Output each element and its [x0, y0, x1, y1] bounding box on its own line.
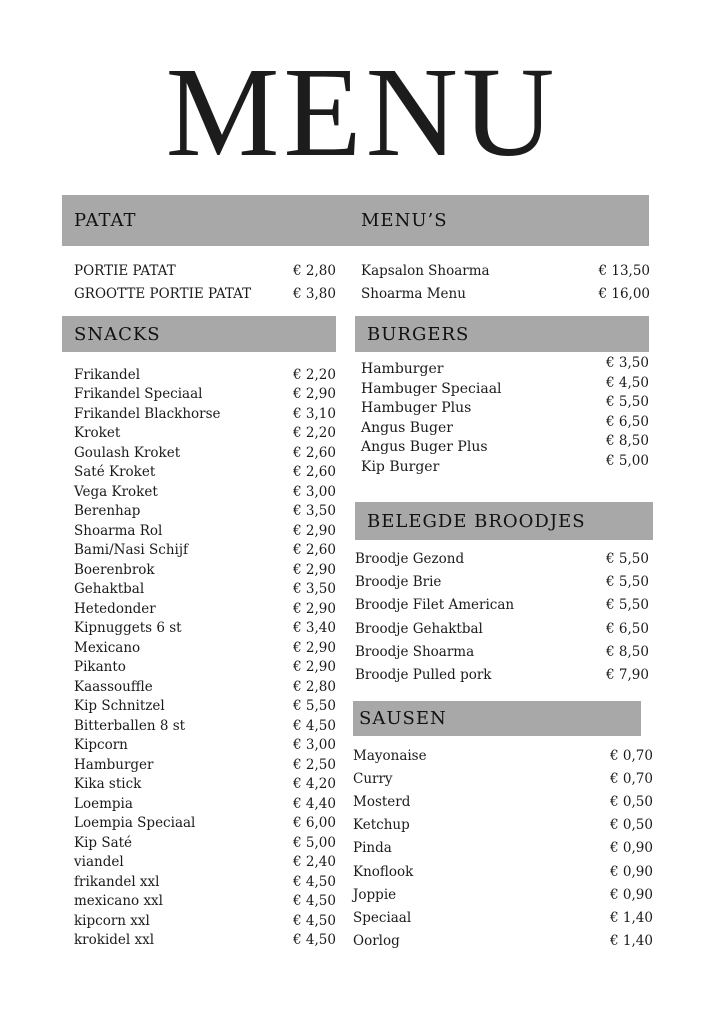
menu-item-price: € 0,70: [610, 747, 653, 764]
menu-item-price: € 0,50: [610, 817, 653, 834]
burger-price: € 5,00: [606, 452, 649, 469]
burger-name: Angus Buger: [361, 419, 453, 436]
burgers-header-bar: [355, 316, 649, 352]
menu-item-row: [74, 482, 336, 502]
sausen-heading: SAUSEN: [359, 708, 447, 729]
menu-item-price: € 0,90: [610, 863, 653, 880]
menu-item-price: € 4,20: [293, 776, 336, 793]
menu-item-row: [74, 580, 336, 600]
menu-item-price: € 2,90: [293, 600, 336, 617]
menu-item-price: € 2,60: [293, 542, 336, 559]
menu-item-name: viandel: [74, 854, 124, 871]
menu-item-row: [355, 663, 649, 686]
menu-item-name: Gehaktbal: [74, 581, 145, 598]
menu-item-row: [74, 259, 336, 282]
menu-item-price: € 1,40: [610, 909, 653, 926]
menu-item-price: € 8,50: [606, 643, 649, 660]
menu-item-row: [353, 906, 653, 929]
menu-item-price: € 13,50: [598, 262, 650, 279]
menu-item-name: Knoflook: [353, 863, 414, 880]
menu-item-name: Speciaal: [353, 909, 412, 926]
sausen-list: [353, 744, 653, 953]
menu-item-price: € 2,60: [293, 464, 336, 481]
menu-item-price: € 5,50: [606, 550, 649, 567]
menu-item-price: € 2,80: [293, 262, 336, 279]
menu-item-price: € 5,50: [606, 573, 649, 590]
menu-item-price: € 3,00: [293, 483, 336, 500]
burger-name: Kip Burger: [361, 458, 440, 475]
menu-item-row: [74, 463, 336, 483]
menu-item-row: [353, 883, 653, 906]
menu-item-row: [361, 259, 650, 282]
menu-item-name: mexicano xxl: [74, 893, 163, 910]
burgers-prices: [570, 354, 649, 471]
broodjes-header-bar: [355, 502, 653, 540]
menu-item-price: € 2,90: [293, 659, 336, 676]
patat-heading: PATAT: [74, 210, 137, 231]
menu-item-row: [74, 853, 336, 873]
menu-item-name: Hamburger: [74, 756, 154, 773]
menu-item-price: € 0,90: [610, 840, 653, 857]
menu-item-name: Vega Kroket: [74, 483, 158, 500]
menu-item-name: Kika stick: [74, 776, 142, 793]
sausen-header-bar: [353, 701, 641, 736]
menu-item-row: [74, 404, 336, 424]
menu-item-name: Berenhap: [74, 503, 141, 520]
menu-item-name: GROOTTE PORTIE PATAT: [74, 285, 252, 302]
menu-item-row: [355, 594, 649, 617]
menu-item-name: Broodje Filet American: [355, 597, 515, 614]
menu-item-price: € 3,80: [293, 285, 336, 302]
menu-item-row: [353, 837, 653, 860]
menu-item-name: Broodje Gezond: [355, 550, 465, 567]
menu-item-name: Mexicano: [74, 639, 141, 656]
menu-item-row: [353, 744, 653, 767]
burgers-names: [361, 360, 561, 478]
menu-item-row: [74, 638, 336, 658]
menu-item-price: € 2,20: [293, 425, 336, 442]
menu-item-price: € 6,50: [606, 620, 649, 637]
menu-item-row: [74, 619, 336, 639]
menu-item-row: [355, 617, 649, 640]
menu-item-price: € 3,00: [293, 737, 336, 754]
burger-price: € 4,50: [606, 374, 649, 391]
menu-item-price: € 4,50: [293, 893, 336, 910]
menu-item-row: [74, 658, 336, 678]
menu-item-name: kipcorn xxl: [74, 912, 150, 929]
menu-item-name: Mosterd: [353, 793, 411, 810]
menu-item-name: Broodje Shoarma: [355, 643, 475, 660]
menu-item-name: Bitterballen 8 st: [74, 717, 186, 734]
burger-name: Hambuger Plus: [361, 400, 472, 417]
burger-name: Hamburger: [361, 361, 444, 377]
menu-item-name: Kapsalon Shoarma: [361, 262, 490, 279]
menu-item-price: € 1,40: [610, 933, 653, 950]
snacks-list: [74, 365, 336, 950]
menu-item-price: € 6,00: [293, 815, 336, 832]
menu-item-row: [74, 716, 336, 736]
menu-item-price: € 5,50: [606, 597, 649, 614]
menu-item-name: Joppie: [353, 886, 397, 903]
burger-price: € 3,50: [606, 355, 649, 371]
menu-item-row: [74, 502, 336, 522]
menu-item-price: € 2,90: [293, 561, 336, 578]
menu-item-price: € 16,00: [598, 285, 650, 302]
menu-item-price: € 3,40: [293, 620, 336, 637]
snacks-header-bar: [62, 316, 336, 352]
menu-item-row: [74, 736, 336, 756]
menu-item-name: krokidel xxl: [74, 932, 155, 949]
menu-item-price: € 2,40: [293, 854, 336, 871]
menu-item-price: € 2,60: [293, 444, 336, 461]
menu-item-name: Kaassouffle: [74, 678, 153, 695]
menu-item-row: [353, 860, 653, 883]
menu-item-price: € 2,80: [293, 678, 336, 695]
menu-item-name: Ketchup: [353, 817, 410, 834]
broodjes-heading: BELEGDE BROODJES: [367, 510, 586, 532]
burgers-heading: BURGERS: [367, 323, 470, 345]
menu-item-price: € 0,70: [610, 770, 653, 787]
menu-item-name: frikandel xxl: [74, 873, 160, 890]
broodjes-list: [355, 547, 649, 687]
menu-item-row: [74, 365, 336, 385]
menu-item-name: Hetedonder: [74, 600, 156, 617]
menu-item-row: [74, 599, 336, 619]
menu-item-price: € 2,20: [293, 366, 336, 383]
menu-item-name: Saté Kroket: [74, 464, 156, 481]
menu-item-row: [355, 547, 649, 570]
burger-name: Hambuger Speciaal: [361, 380, 502, 397]
menu-item-row: [361, 282, 650, 305]
menu-item-name: Bami/Nasi Schijf: [74, 542, 189, 559]
menu-item-price: € 3,10: [293, 405, 336, 422]
menu-item-row: [74, 521, 336, 541]
menu-item-row: [74, 424, 336, 444]
menu-item-row: [74, 541, 336, 561]
menu-item-name: Broodje Pulled pork: [355, 667, 492, 684]
menu-item-name: Shoarma Menu: [361, 285, 466, 302]
menu-item-name: Goulash Kroket: [74, 444, 181, 461]
menu-item-row: [74, 814, 336, 834]
menu-item-row: [74, 443, 336, 463]
menu-item-name: Frikandel Speciaal: [74, 386, 203, 403]
menu-item-name: Broodje Brie: [355, 573, 442, 590]
menu-item-row: [74, 775, 336, 795]
menu-item-name: Frikandel Blackhorse: [74, 405, 221, 422]
menu-item-price: € 4,40: [293, 795, 336, 812]
menu-item-price: € 5,50: [293, 698, 336, 715]
menu-item-name: Oorlog: [353, 933, 400, 950]
patat-menus-header-bar: [62, 195, 649, 246]
menu-item-price: € 2,90: [293, 522, 336, 539]
menu-item-name: Shoarma Rol: [74, 522, 163, 539]
burger-name: Angus Buger Plus: [361, 439, 488, 456]
menu-item-name: Loempia Speciaal: [74, 815, 196, 832]
menu-item-row: [74, 911, 336, 931]
menu-item-price: € 2,50: [293, 756, 336, 773]
menu-item-price: € 0,90: [610, 886, 653, 903]
menu-item-row: [74, 677, 336, 697]
menus-list: [361, 259, 650, 305]
burger-price: € 5,50: [606, 394, 649, 410]
menu-item-name: Broodje Gehaktbal: [355, 620, 483, 637]
menu-item-name: Kip Saté: [74, 834, 133, 851]
menu-item-price: € 4,50: [293, 912, 336, 929]
menu-item-row: [74, 872, 336, 892]
menu-item-name: Kipnuggets 6 st: [74, 620, 182, 637]
menu-item-price: € 3,50: [293, 581, 336, 598]
menu-item-name: Kipcorn: [74, 737, 128, 754]
menu-item-name: Pinda: [353, 840, 392, 857]
menu-item-row: [353, 790, 653, 813]
menu-item-name: Boerenbrok: [74, 561, 155, 578]
menu-item-price: € 0,50: [610, 793, 653, 810]
menu-item-price: € 4,50: [293, 932, 336, 949]
menu-item-row: [353, 767, 653, 790]
menu-item-row: [74, 697, 336, 717]
menu-item-row: [74, 931, 336, 951]
menu-item-name: PORTIE PATAT: [74, 262, 176, 279]
menu-title: MENU: [165, 41, 559, 183]
menu-item-row: [74, 560, 336, 580]
menu-item-row: [353, 814, 653, 837]
patat-list: [74, 259, 336, 305]
menus-heading: MENU’S: [361, 210, 448, 231]
burger-price: € 8,50: [606, 433, 649, 449]
menu-item-row: [355, 640, 649, 663]
menu-item-row: [355, 570, 649, 593]
menu-item-row: [74, 755, 336, 775]
menu-item-row: [74, 794, 336, 814]
menu-item-name: Frikandel: [74, 366, 141, 383]
menu-item-price: € 5,00: [293, 834, 336, 851]
menu-item-name: Loempia: [74, 795, 133, 812]
menu-item-name: Mayonaise: [353, 747, 427, 764]
menu-item-name: Curry: [353, 770, 393, 787]
menu-item-price: € 4,50: [293, 717, 336, 734]
menu-item-name: Kip Schnitzel: [74, 698, 165, 715]
menu-item-row: [74, 385, 336, 405]
menu-item-name: Kroket: [74, 425, 121, 442]
menu-item-price: € 2,90: [293, 386, 336, 403]
snacks-heading: SNACKS: [74, 323, 161, 345]
burger-price: € 6,50: [606, 413, 649, 430]
menu-item-name: Pikanto: [74, 659, 126, 676]
menu-item-row: [74, 282, 336, 305]
menu-item-row: [74, 892, 336, 912]
menu-item-price: € 4,50: [293, 873, 336, 890]
menu-item-price: € 2,90: [293, 639, 336, 656]
menu-item-price: € 7,90: [606, 667, 649, 684]
menu-item-row: [353, 930, 653, 953]
menu-item-row: [74, 833, 336, 853]
menu-item-price: € 3,50: [293, 503, 336, 520]
